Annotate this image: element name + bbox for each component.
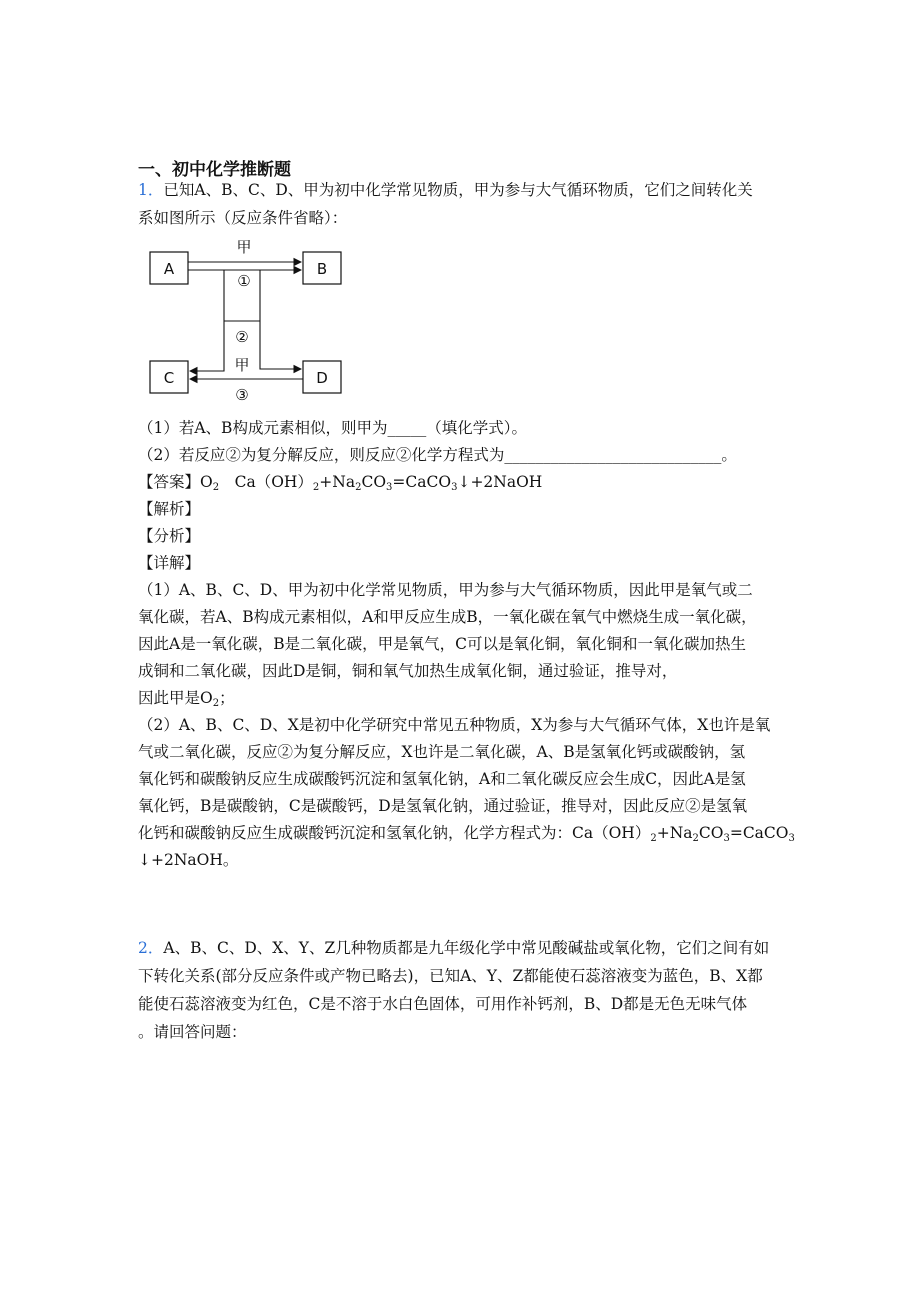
label-reaction-1: ①: [237, 272, 251, 290]
node-d-label: D: [316, 369, 328, 387]
q1-detail-label: 【详解】: [138, 554, 201, 572]
q1-stem-line2: 系如图所示（反应条件省略）：: [138, 209, 348, 227]
q1-detail-1-line3: 因此A是一氧化碳，B是二氧化碳，甲是氧气，C可以是氧化铜，氧化铜和一氧化碳加热生: [138, 635, 746, 653]
q1-detail-2-line1: （2）A、B、C、D、X是初中化学研究中常见五种物质，X为参与大气循环气体，X也许是氧: [138, 716, 771, 734]
q1-stem-line1: 1．已知A、B、C、D、甲为初中化学常见物质，甲为参与大气循环物质，它们之间转化关: [138, 181, 753, 199]
q1-detail-1-line2: 氧化碳，若A、B构成元素相似，A和甲反应生成B，一氧化碳在氧气中燃烧生成一氧化碳，: [138, 608, 757, 626]
connector-to-c: [190, 321, 224, 371]
q2-number: 2．: [138, 939, 164, 957]
q1-subquestion-1: （1）若A、B构成元素相似，则甲为_____（填化学式）。: [138, 419, 527, 437]
connector-to-d: [260, 321, 301, 369]
q1-number: 1．: [138, 181, 164, 199]
q1-detail-2-line4: 氧化钙，B是碳酸钠，C是碳酸钙，D是氢氧化钠，通过验证，推导对，因此反应②是氢氧: [138, 797, 748, 815]
q1-flow-diagram: [138, 238, 358, 408]
q2-stem-line4: 。请回答问题：: [138, 1023, 247, 1041]
q2-stem-line1: 2．A、B、C、D、X、Y、Z几种物质都是九年级化学中常见酸碱盐或氧化物，它们之间有如: [138, 939, 770, 957]
label-jia-top: 甲: [236, 238, 252, 256]
q1-detail-2-line2: 气或二氧化碳，反应②为复分解反应，X也许是二氧化碳，A、B是氢氧化钙或碳酸钠，氢: [138, 743, 746, 761]
section-heading: 一、初中化学推断题: [138, 160, 291, 180]
label-reaction-3: ③: [235, 386, 249, 404]
q1-fenxi-label: 【分析】: [138, 527, 201, 545]
node-b-label: B: [316, 260, 328, 278]
q1-detail-1-line4: 成铜和二氧化碳，因此D是铜，铜和氧气加热生成氧化铜，通过验证，推导对，: [138, 662, 678, 680]
q1-detail-2-line6: ↓+2NaOH。: [138, 851, 239, 869]
node-c-label: C: [163, 369, 175, 387]
q1-analysis-label: 【解析】: [138, 500, 201, 518]
q1-answer: 【答案】$O_2$ $Ca(OH)_2+Na_2CO_3=CaCO_3↓+2NaOH$: [138, 473, 543, 493]
q1-detail-2-line5: 化钙和碳酸钠反应生成碳酸钙沉淀和氢氧化钠，化学方程式为：$Ca(OH)_2+Na_2CO_3=CaCO_3$: [138, 824, 795, 844]
node-a-label: A: [163, 260, 175, 278]
q2-stem-line2: 下转化关系(部分反应条件或产物已略去)，已知A、Y、Z都能使石蕊溶液变为蓝色，B、X都: [138, 967, 763, 985]
q1-detail-1-line5: 因此甲是$O_2$；: [138, 689, 235, 709]
label-jia-bottom: 甲: [234, 356, 250, 374]
q2-stem-line3: 能使石蕊溶液变为红色，C是不溶于水白色固体，可用作补钙剂，B、D都是无色无味气体: [138, 995, 748, 1013]
q1-detail-2-line3: 氧化钙和碳酸钠反应生成碳酸钙沉淀和氢氧化钠，A和二氧化碳反应会生成C，因此A是氢: [138, 770, 746, 788]
q1-detail-1-line1: （1）A、B、C、D、甲为初中化学常见物质，甲为参与大气循环物质，因此甲是氧气或二: [138, 581, 753, 599]
label-reaction-2: ②: [235, 328, 249, 346]
q1-subquestion-2: （2）若反应②为复分解反应，则反应②化学方程式为____________________________。: [138, 446, 737, 464]
